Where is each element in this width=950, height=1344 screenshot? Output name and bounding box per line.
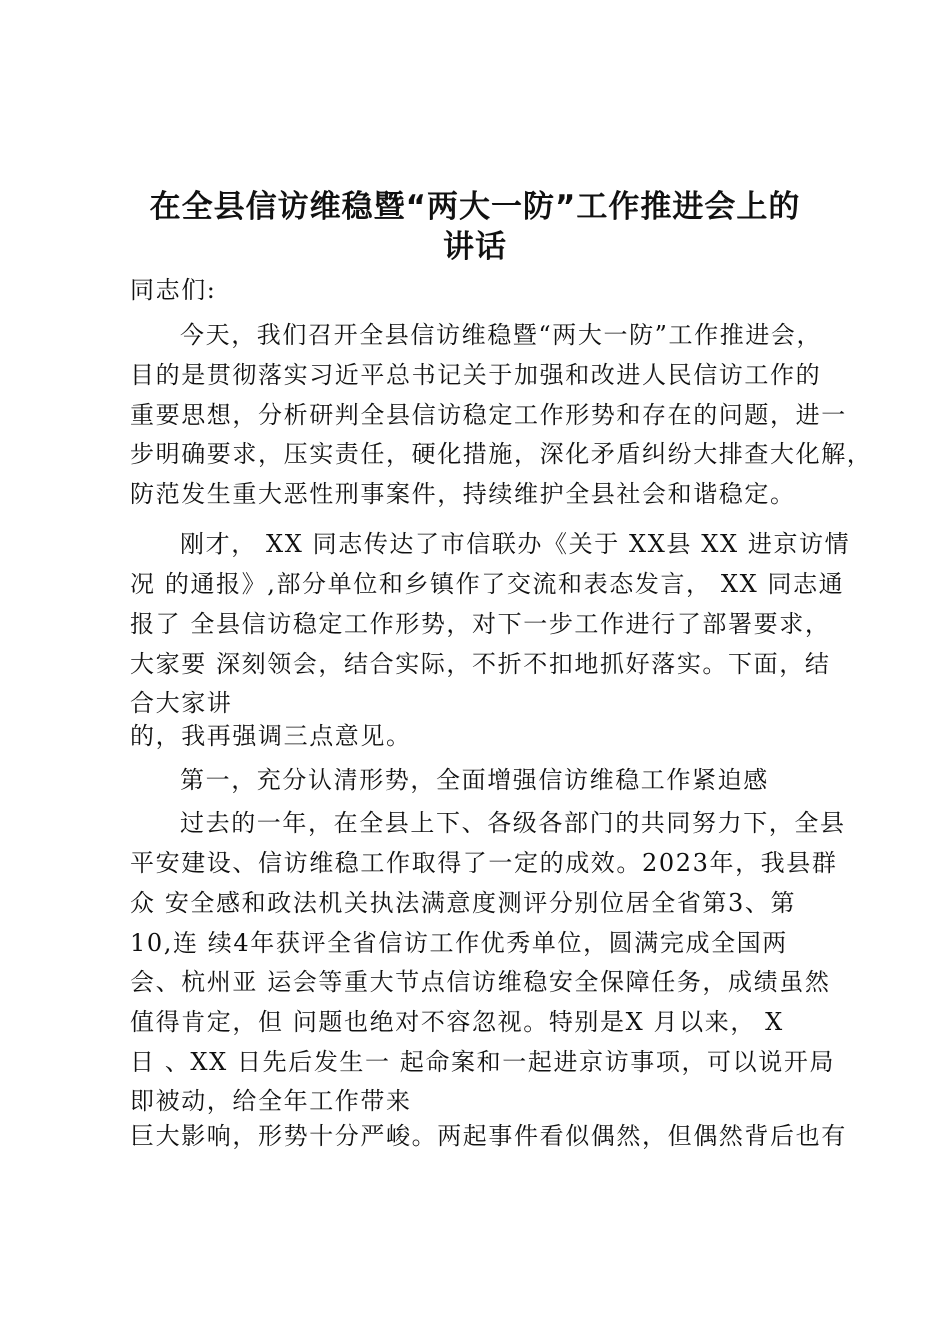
salutation: 同志们: [130, 276, 217, 304]
body-line: 况 的通报》,部分单位和乡镇作了交流和表态发言， XX 同志通 [130, 570, 845, 598]
document-title-line-1: 在全县信访维稳暨“两大一防”工作推进会上的 [149, 189, 801, 225]
body-line: 刚才， XX 同志传达了市信联办《关于 XX县 XX 进京访情 [180, 530, 851, 558]
body-line: 报了 全县信访稳定工作形势，对下一步工作进行了部署要求， [130, 610, 831, 638]
body-line: 的，我再强调三点意见。 [130, 722, 412, 750]
body-line: 过去的一年，在全县上下、各级各部门的共同努力下，全县 [180, 809, 846, 837]
body-line: 今天，我们召开全县信访维稳暨“两大一防”工作推进会， [180, 321, 823, 349]
body-line: 大家要 深刻领会，结合实际，不折不扣地抓好落实。下面，结 [130, 650, 831, 678]
body-line: 步明确要求，压实责任，硬化措施，深化矛盾纠纷大排查大化解， [130, 440, 873, 468]
body-line: 重要思想，分析研判全县信访稳定工作形势和存在的问题，进一 [130, 401, 847, 429]
document-title-line-2: 讲话 [443, 229, 507, 265]
body-line: 目的是贯彻落实习近平总书记关于加强和改进人民信访工作的 [130, 361, 822, 389]
body-line: 合大家讲 [130, 689, 233, 717]
body-line: 防范发生重大恶性刑事案件，持续维护全县社会和谐稳定。 [130, 480, 796, 508]
body-line: 值得肯定，但 问题也绝对不容忽视。特别是X 月以来， X [130, 1008, 784, 1036]
body-line: 众 安全感和政法机关执法满意度测评分别位居全省第3、第 [130, 889, 797, 917]
body-line: 10,连 续4年获评全省信访工作优秀单位，圆满完成全国两 [130, 929, 788, 957]
body-line: 巨大影响，形势十分严峻。两起事件看似偶然，但偶然背后也有 [130, 1122, 847, 1150]
body-line: 平安建设、信访维稳工作取得了一定的成效。2023年，我县群 [130, 849, 838, 877]
section-heading: 第一，充分认清形势，全面增强信访维稳工作紧迫感 [180, 766, 769, 794]
body-line: 日 、XX 日先后发生一 起命案和一起进京访事项，可以说开局 [130, 1048, 836, 1076]
body-line: 会、杭州亚 运会等重大节点信访维稳安全保障任务，成绩虽然 [130, 968, 831, 996]
body-line: 即被动，给全年工作带来 [130, 1087, 412, 1115]
